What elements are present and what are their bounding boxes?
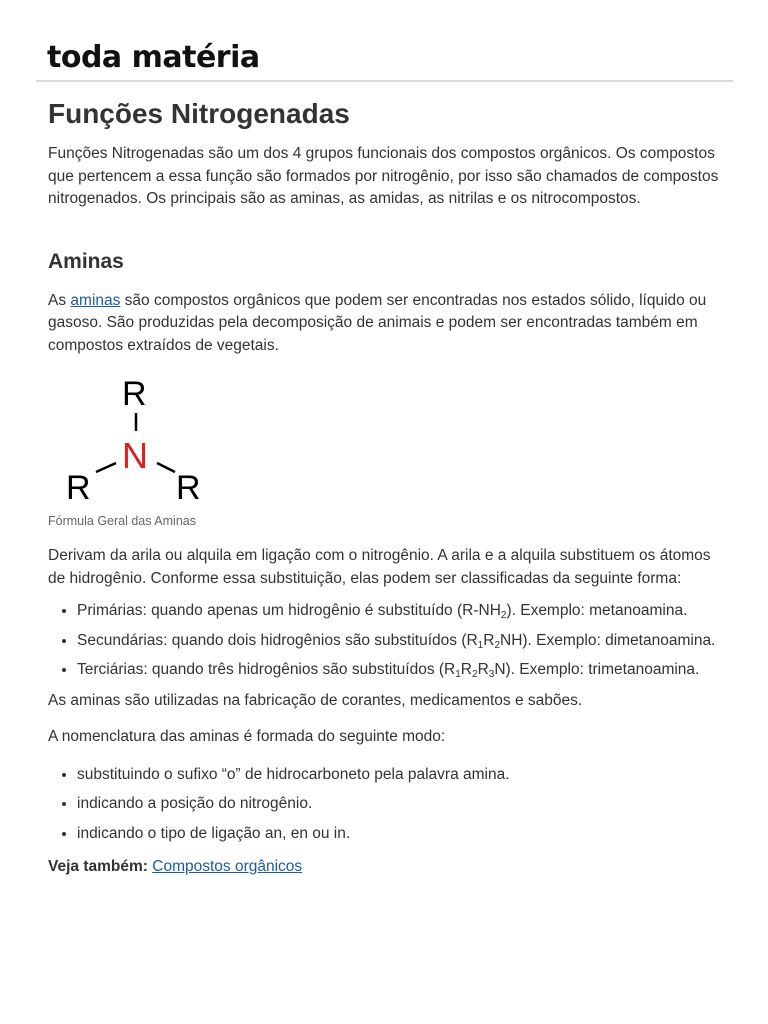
uso-paragraph: As aminas são utilizadas na fabricação de corantes, medicamentos e sabões. — [48, 691, 583, 709]
site-logo[interactable]: toda matéria — [47, 40, 260, 75]
see-also — [48, 856, 720, 879]
bond-right — [157, 463, 175, 472]
formula-center-n: N — [122, 435, 148, 476]
list-item-primarias: • Primárias: quando apenas um hidrogênio é substituído $(R-NH_2)$. Exemplo: metanoamina. — [77, 599, 720, 624]
aminas-text: são compostos orgânicos que podem ser encontradas nos estados sólido, líquido ou gasoso. São produzidas pela decomposição de animais e podem ser encontradas também em compostos extraídos de vegetais. — [48, 291, 707, 354]
aminas-link[interactable]: aminas — [70, 291, 121, 309]
nomenclatura-list — [48, 763, 720, 847]
formula-top-r: R — [122, 375, 147, 413]
list-item: • indicando o tipo de ligação an, en ou in. — [77, 822, 720, 847]
list-item-terciarias: • Terciárias: quando três hidrogênios são substituídos $(R_1R_2R_3N)$. Exemplo: trimetanoamina. — [77, 658, 720, 683]
site-header — [47, 38, 733, 82]
section-heading-aminas: Aminas — [48, 249, 124, 273]
amine-formula-figure — [48, 373, 218, 507]
aminas-prefix: As — [48, 291, 71, 309]
article-body — [48, 94, 720, 879]
compostos-organicos-link[interactable]: Compostos orgânicos — [152, 858, 303, 875]
bond-left — [96, 463, 116, 472]
formula-right-r: R — [176, 469, 201, 507]
nomenclatura-paragraph: A nomenclatura das aminas é formada do seguinte modo: — [48, 728, 446, 745]
aminas-paragraph — [48, 290, 720, 358]
formula-left-r: R — [66, 469, 91, 507]
see-also-label: Veja também: — [48, 858, 148, 875]
classification-list — [48, 599, 720, 683]
header-divider — [36, 80, 733, 82]
list-item: • indicando a posição do nitrogênio. — [77, 792, 720, 817]
list-item: • substituindo o sufixo “o” de hidrocarboneto pela palavra amina. — [77, 763, 720, 788]
amine-structure-diagram — [48, 373, 218, 507]
derivam-paragraph: Derivam da arila ou alquila em ligação com o nitrogênio. A arila e a alquila substituem os átomos de hidrogênio. Conforme essa substituição, elas podem ser classificadas da seguinte forma: — [48, 547, 711, 587]
page-title: Funções Nitrogenadas — [48, 98, 350, 129]
list-item-secundarias: • Secundárias: quando dois hidrogênios são substituídos $(R_1R_2NH)$. Exemplo: dimetanoamina. — [77, 629, 720, 654]
figure-caption: Fórmula Geral das Aminas — [48, 514, 196, 528]
intro-paragraph: Funções Nitrogenadas são um dos 4 grupos funcionais dos compostos orgânicos. Os compostos que pertencem a essa função são formados por nitrogênio, por isso são chamados de compostos nitrogenados. Os principais são as aminas, as amidas, as nitrilas e os nitrocompostos. — [48, 145, 719, 207]
